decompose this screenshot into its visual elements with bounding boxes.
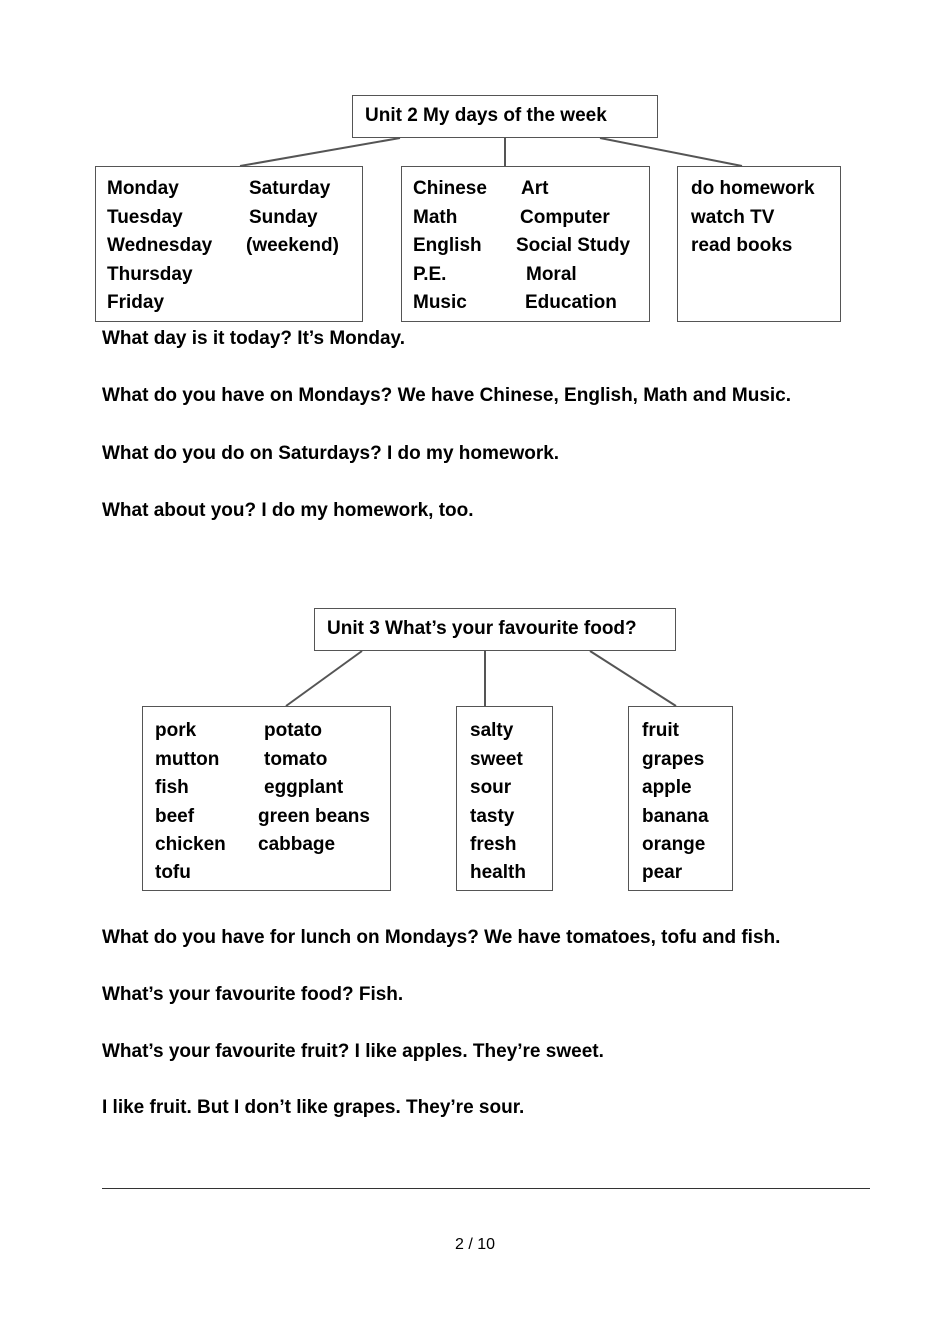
subject-item: Moral — [526, 264, 577, 285]
unit3-title: Unit 3 What’s your favourite food? — [327, 618, 637, 639]
food-item: tomato — [264, 749, 328, 770]
unit3-tastes-box — [456, 706, 553, 891]
day-item: Sunday — [249, 207, 318, 228]
fruit-item: grapes — [642, 749, 705, 770]
day-item: (weekend) — [246, 235, 339, 256]
subject-item: Social Study — [516, 235, 631, 256]
page-number: 2 / 10 — [454, 1236, 496, 1253]
subject-item: Education — [525, 292, 617, 313]
footer-rule — [102, 1188, 870, 1189]
food-item: cabbage — [258, 834, 336, 855]
taste-item: sweet — [470, 749, 523, 770]
connector-unit3-fruits — [590, 651, 676, 706]
subject-item: Chinese — [413, 178, 487, 199]
unit2-subjects-box — [401, 166, 650, 322]
subject-item: P.E. — [413, 264, 447, 285]
food-item: beef — [155, 806, 195, 827]
fruit-item: apple — [642, 777, 692, 798]
fruit-item: banana — [642, 806, 709, 827]
food-item: fish — [155, 777, 189, 798]
unit2-activities-box — [677, 166, 841, 322]
subject-item: Art — [521, 178, 549, 199]
food-item: mutton — [155, 749, 220, 770]
unit3-sentence: I like fruit. But I don’t like grapes. They’re sour. — [102, 1097, 525, 1118]
food-item: chicken — [155, 834, 226, 855]
subject-item: Computer — [520, 207, 610, 228]
unit3-sentence: What do you have for lunch on Mondays? We have tomatoes, tofu and fish. — [102, 927, 781, 948]
fruit-item: fruit — [642, 720, 679, 741]
unit3-sentence: What’s your favourite fruit? I like apples. They’re sweet. — [102, 1041, 604, 1062]
unit3-fruits-box — [628, 706, 733, 891]
fruit-item: pear — [642, 862, 683, 883]
day-item: Monday — [107, 178, 179, 199]
activity-item: watch TV — [691, 207, 775, 228]
activity-item: read books — [691, 235, 793, 256]
fruit-item: orange — [642, 834, 706, 855]
taste-item: sour — [470, 777, 512, 798]
unit2-sentence: What about you? I do my homework, too. — [102, 500, 474, 521]
unit2-sentence: What do you have on Mondays? We have Chinese, English, Math and Music. — [102, 385, 792, 406]
connector-unit2-days — [240, 138, 400, 166]
taste-item: fresh — [470, 834, 517, 855]
food-item: pork — [155, 720, 197, 741]
activity-item: do homework — [691, 178, 815, 199]
day-item: Tuesday — [107, 207, 183, 228]
unit2-sentence: What do you do on Saturdays? I do my homework. — [102, 443, 560, 464]
taste-item: salty — [470, 720, 514, 741]
unit3-sentence: What’s your favourite food? Fish. — [102, 984, 404, 1005]
food-item: potato — [264, 720, 323, 741]
unit2-days-box — [95, 166, 363, 322]
day-item: Saturday — [249, 178, 331, 199]
connector-unit3-foods — [286, 651, 362, 706]
unit2-title-box — [352, 95, 658, 138]
day-item: Friday — [107, 292, 165, 313]
day-item: Thursday — [107, 264, 193, 285]
subject-item: Music — [413, 292, 467, 313]
subject-item: Math — [413, 207, 458, 228]
food-item: tofu — [155, 862, 191, 883]
connector-unit2-activities — [600, 138, 742, 166]
subject-item: English — [413, 235, 482, 256]
taste-item: tasty — [470, 806, 515, 827]
unit2-sentence: What day is it today? It’s Monday. — [102, 328, 405, 349]
unit2-title: Unit 2 My days of the week — [365, 105, 607, 126]
unit3-title-box — [314, 608, 676, 651]
unit3-foods-box — [142, 706, 391, 891]
taste-item: health — [470, 862, 526, 883]
food-item: green beans — [258, 806, 370, 827]
day-item: Wednesday — [107, 235, 213, 256]
food-item: eggplant — [264, 777, 344, 798]
